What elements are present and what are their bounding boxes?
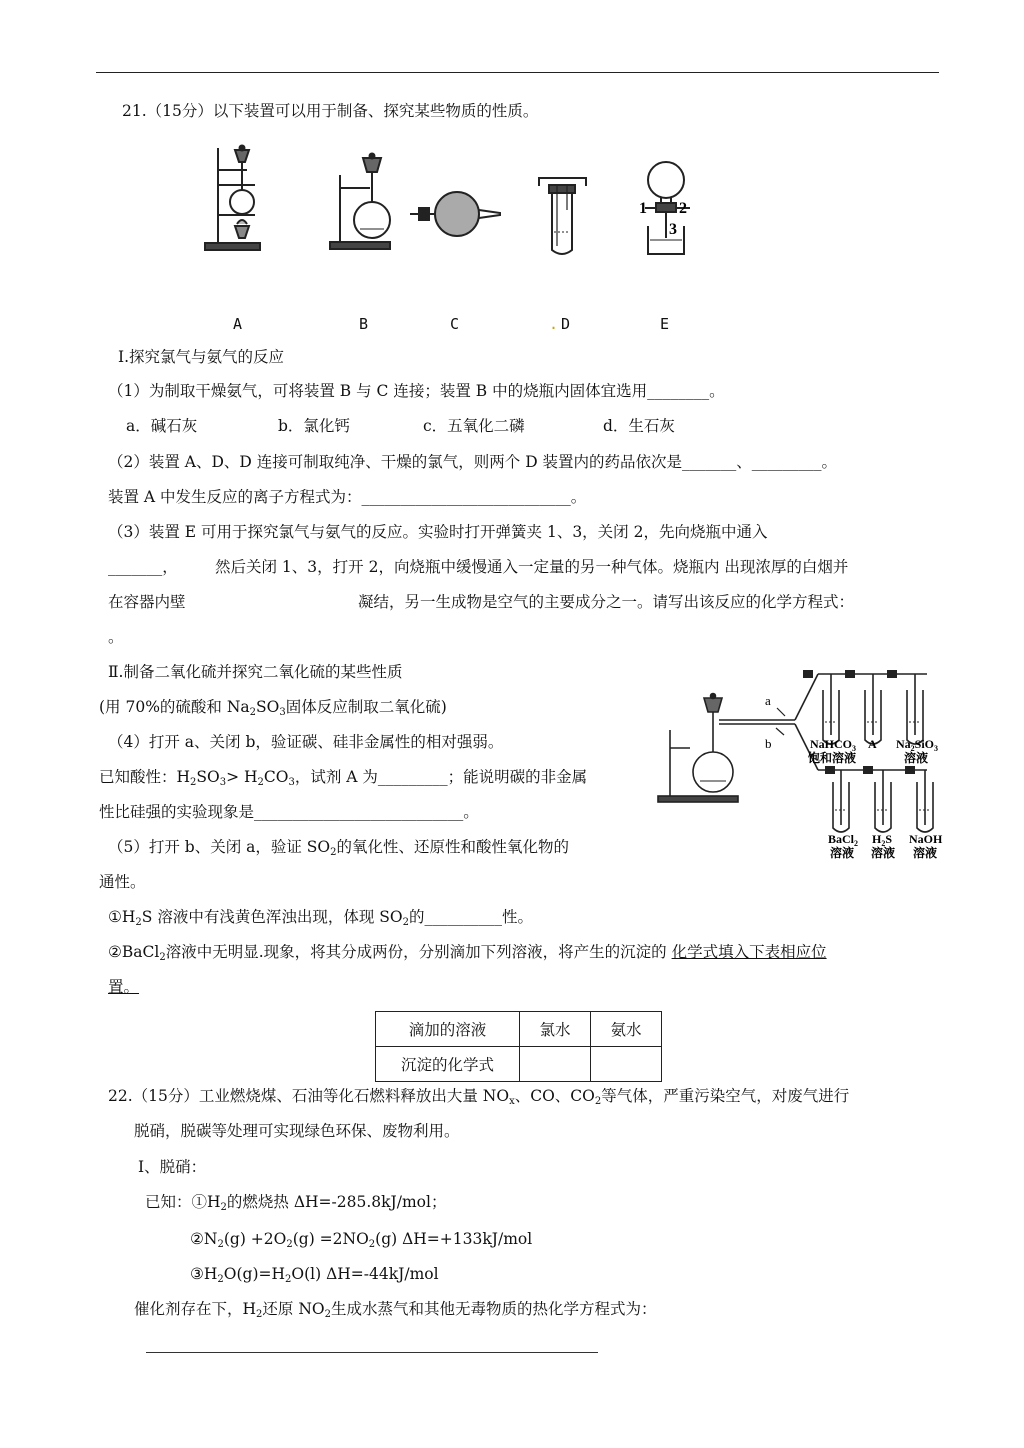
q3-line3-start: 在容器内壁: [108, 593, 186, 611]
q1-option-a: a．碱石灰: [126, 417, 198, 435]
q5-item-1: $①H_2S$ 溶液中有浅黄色浑浊出现，体现 $SO_2$的__________性。: [108, 908, 533, 928]
apparatus-figure: [195, 140, 715, 265]
part2-title: Ⅱ.制备二氧化硫并探究二氧化硫的某些性质: [108, 663, 403, 681]
q3-line2-blank: _______，: [108, 558, 178, 576]
tube-bacl2-sublabel: 溶液: [830, 846, 855, 860]
q5-line2: 通性。: [99, 873, 146, 891]
so2-apparatus-diagram: [655, 660, 950, 865]
apparatus-d-drawing: [539, 178, 586, 254]
q3-line2-text: 然后关闭 1、3，打开 2，向烧瓶中缓慢通入一定量的另一种气体。烧瓶内 出现浓厚的白烟并: [215, 558, 849, 576]
q22-ask: 催化剂存在下，$H_2$还原 $NO_2$生成水蒸气和其他无毒物质的热化学方程式为：: [134, 1300, 657, 1320]
q1-text: （1）为制取干燥氨气，可将装置 B 与 C 连接；装置 B 中的烧瓶内固体宜选用________。: [108, 382, 725, 400]
answer-line: [146, 1352, 598, 1353]
label-c: C: [450, 315, 460, 333]
q4-line3: 性比硅强的实验现象是___________________________。: [99, 803, 479, 821]
e-mark-1: 1: [639, 200, 647, 217]
tube-na2sio3-sublabel: 溶液: [904, 751, 929, 765]
precipitate-table: [375, 1011, 662, 1082]
apparatus-b-drawing: [330, 154, 390, 250]
label-e: E: [660, 315, 670, 333]
q1-option-d: d．生石灰: [603, 417, 675, 435]
apparatus-c-drawing: [410, 192, 500, 236]
tube-nahco3-sublabel: 饱和溶液: [808, 751, 857, 765]
tube-bacl2-label: BaCl$_2$: [828, 832, 859, 848]
q2-line2: 装置 A 中发生反应的离子方程式为：___________________________。: [108, 488, 587, 506]
q22-part1-title: Ⅰ、脱硝：: [138, 1158, 207, 1176]
table-header-cell: 氨水: [591, 1012, 662, 1047]
q5-item-2-line1: ②BaCl$_2$溶液中无明显.现象，将其分成两份，分别滴加下列溶液，将产生的沉淀的 化学式填入下表相应位: [108, 943, 827, 963]
branch-b-label: b: [765, 736, 772, 751]
table-header-cell: 滴加的溶液: [376, 1012, 520, 1047]
label-d-dot: .: [549, 315, 559, 333]
q4-line2: 已知酸性：$H_2SO_3> H_2CO_3$，试剂 A 为_________；能说明碳的非金属: [99, 768, 588, 788]
tube-nahco3-label: NaHCO$_3$: [810, 737, 856, 753]
table-row: [376, 1047, 662, 1082]
tube-naoh-sublabel: 溶液: [913, 846, 938, 860]
question-21-title: 21.（15分）以下装置可以用于制备、探究某些物质的性质。: [122, 102, 539, 120]
table-header-cell: 氯水: [520, 1012, 591, 1047]
header-rule: [96, 72, 939, 73]
question-22-title-line2: 脱硝，脱碳等处理可实现绿色环保、废物利用。: [134, 1122, 460, 1140]
label-d: D: [561, 315, 571, 333]
q1-option-c: c．五氧化二磷: [423, 417, 525, 435]
tube-na2sio3-label: $Na_2SiO_3$: [896, 737, 939, 753]
branch-a-label: a: [765, 693, 771, 708]
apparatus-a-drawing: [205, 146, 260, 251]
q4-line1: （4）打开 a、关闭 b，验证碳、硅非金属性的相对强弱。: [108, 733, 504, 751]
label-a: A: [233, 315, 243, 333]
table-header-row: [376, 1012, 662, 1047]
q5-line1: （5）打开 b、关闭 a，验证 $SO_2$的氧化性、还原性和酸性氧化物的: [108, 838, 570, 858]
e-mark-2: 2: [679, 200, 687, 217]
part2-note: (用 70%的硫酸和 $Na_2SO_3$固体反应制取二氧化硫): [99, 698, 447, 718]
known-3: $③H_2O(g)=H_2O(l)$ ΔH=-44kJ/mol: [190, 1265, 439, 1285]
e-mark-3: 3: [669, 221, 677, 238]
q1-option-b: b．氯化钙: [278, 417, 350, 435]
table-cell-blank-chlorine-water: [520, 1047, 591, 1082]
q3-line4: 。: [108, 628, 124, 646]
q2-line1: （2）装置 A、D、D 连接可制取纯净、干燥的氯气，则两个 D 装置内的药品依次是_______、_________。: [108, 453, 838, 471]
known-2: $②N_2(g) +2O_2(g) =2NO_2(g)$ ΔH=+133kJ/mol: [190, 1230, 533, 1250]
q5-item-2-line2: 置。: [108, 978, 140, 996]
tube-h2s-sublabel: 溶液: [871, 846, 896, 860]
question-22-title: 22.（15分）工业燃烧煤、石油等化石燃料释放出大量 $NO_x$、CO、$CO_2$等气体，严重污染空气，对废气进行: [108, 1087, 850, 1107]
tube-a-label: A: [868, 737, 877, 751]
label-b: B: [359, 315, 369, 333]
known-1: 已知：$①H_2$的燃烧热 ΔH=-285.8kJ/mol；: [145, 1193, 447, 1213]
q3-line3-end: 凝结，另一生成物是空气的主要成分之一。请写出该反应的化学方程式：: [358, 593, 855, 611]
tube-naoh-label: NaOH: [909, 832, 943, 846]
part1-title: Ⅰ.探究氯气与氨气的反应: [118, 348, 285, 366]
table-cell-blank-ammonia-water: [591, 1047, 662, 1082]
table-cell: 沉淀的化学式: [376, 1047, 520, 1082]
q3-line1: （3）装置 E 可用于探究氯气与氨气的反应。实验时打开弹簧夹 1、3，关闭 2，先向烧瓶中通入: [108, 523, 768, 541]
tube-h2s-label: $H_2S$: [872, 832, 893, 848]
